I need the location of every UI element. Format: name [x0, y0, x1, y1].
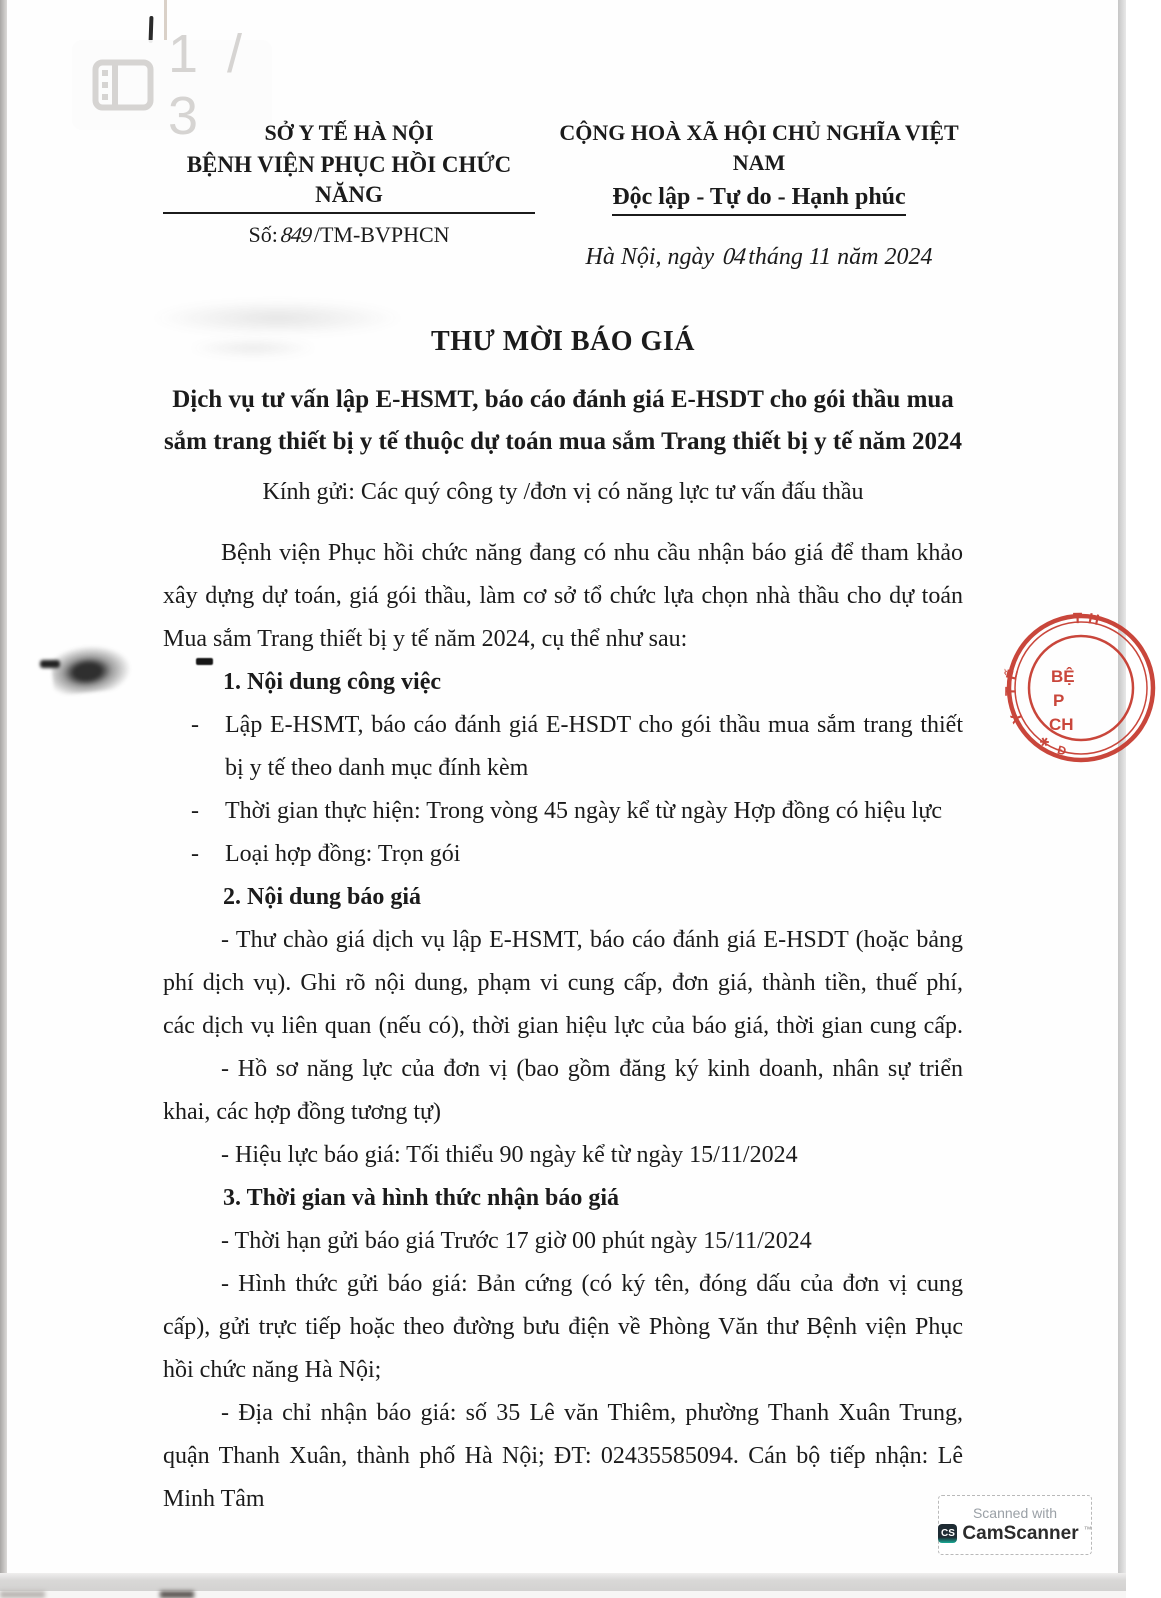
text-line: - Thời hạn gửi báo giá Trước 17 giờ 00 phút ngày 15/11/2024	[221, 1228, 812, 1254]
subject-line: sắm trang thiết bị y tế thuộc dự toán mua sắm Trang thiết bị y tế năm 2024	[163, 428, 963, 455]
text-line: cấp), gửi trực tiếp hoặc theo đường bưu điện về Phòng Văn thư Bệnh viện Phục	[163, 1314, 963, 1340]
text-line: Minh Tâm	[163, 1486, 265, 1512]
country-title: CỘNG HOÀ XÃ HỘI CHỦ NGHĨA VIỆT NAM	[559, 120, 959, 175]
stamp-center-line: CH	[1049, 715, 1074, 734]
document-header	[163, 118, 963, 272]
intro-paragraph	[163, 532, 963, 661]
stamp-center-line: BỆ	[1051, 667, 1075, 686]
text-line: hồi chức năng Hà Nội;	[163, 1357, 382, 1383]
camscanner-logo-icon: CS	[938, 1524, 957, 1543]
scan-artifact-tick	[149, 16, 154, 43]
salutation: Kính gửi: Các quý công ty /đơn vị có năng lực tư vấn đấu thầu	[262, 479, 864, 505]
section-1-heading: 1. Nội dung công việc	[223, 669, 442, 695]
paragraph	[163, 1134, 963, 1177]
text-line: khai, các hợp đồng tương tự)	[163, 1099, 442, 1125]
paragraph	[163, 1263, 963, 1392]
bullet-item	[163, 790, 963, 833]
bullet-dash: -	[191, 712, 199, 738]
bullet-item	[163, 704, 963, 790]
stamp-arc-bottom-text: ✱ Đ	[1036, 733, 1072, 760]
camscanner-brand-row	[938, 1523, 1091, 1545]
text-line: Lập E-HSMT, báo cáo đánh giá E-HSDT cho gói thầu mua sắm trang thiết	[225, 712, 963, 738]
motto: Độc lập - Tự do - Hạnh phúc	[555, 182, 963, 216]
stamp-arc-top-text: TH	[1072, 610, 1106, 631]
scanned-with-label: Scanned with	[972, 1504, 1058, 1521]
text-line: - Hồ sơ năng lực của đơn vị (bao gồm đăng ký kinh doanh, nhân sự triển	[221, 1056, 963, 1082]
document-number: Số:849/TM-BVPHCN	[163, 220, 535, 250]
page-indicator-label: 1 / 3	[168, 24, 250, 146]
text-line: - Hình thức gửi báo giá: Bản cứng (có ký tên, đóng dấu của đơn vị cung	[221, 1271, 963, 1297]
text-line: - Thư chào giá dịch vụ lập E-HSMT, báo cáo đánh giá E-HSDT (hoặc bảng	[221, 927, 963, 953]
document-subject	[141, 379, 985, 463]
stamp-center-line: P	[1053, 691, 1065, 710]
text-line: - Địa chỉ nhận báo giá: số 35 Lê văn Thiêm, phường Thanh Xuân Trung,	[221, 1400, 963, 1426]
text-line: bị y tế theo danh mục đính kèm	[225, 755, 529, 781]
page-separator	[0, 1573, 1126, 1591]
text-line: Mua sắm Trang thiết bị y tế năm 2024, cụ thể như sau:	[163, 626, 688, 652]
stamp-arc-left-text: Y TẾ	[1002, 661, 1027, 726]
paragraph	[163, 1392, 963, 1521]
page-indicator[interactable]	[72, 24, 272, 146]
official-red-stamp	[1001, 610, 1106, 768]
paragraph	[163, 1220, 963, 1263]
ink-blot	[40, 660, 60, 668]
svg-text:Y TẾ	[1002, 662, 1026, 726]
text-line: Bệnh viện Phục hồi chức năng đang có nhu cầu nhận báo giá để tham khảo	[221, 540, 963, 566]
ink-blot	[50, 642, 132, 696]
place-and-date: Hà Nội, ngày 04tháng 11 năm 2024	[585, 244, 933, 270]
text-line: quận Thanh Xuân, thành phố Hà Nội; ĐT: 02435585094. Cán bộ tiếp nhận: Lê	[163, 1443, 963, 1469]
handwritten-day: 04	[721, 244, 747, 270]
camscanner-brand: CamScanner	[962, 1522, 1079, 1544]
page-right-edge	[1118, 0, 1126, 1573]
next-page-content-blur	[160, 1591, 194, 1598]
page-left-edge	[0, 0, 7, 1573]
svg-text:TH	[1073, 610, 1106, 630]
text-line: phí dịch vụ). Ghi rõ nội dung, phạm vi cung cấp, đơn giá, thành tiền, thuế phí,	[163, 970, 963, 996]
camscanner-badge	[938, 1495, 1092, 1555]
issuing-org-block	[163, 118, 535, 272]
handwritten-number: 849	[279, 222, 313, 247]
national-motto-block	[555, 118, 963, 272]
text-line: Loại hợp đồng: Trọn gói	[225, 841, 461, 867]
section-3-heading: 3. Thời gian và hình thức nhận báo giá	[223, 1185, 620, 1211]
pages-icon	[92, 59, 154, 111]
trademark-symbol: ™	[1083, 1524, 1092, 1534]
text-line: Thời gian thực hiện: Trong vòng 45 ngày kể từ ngày Hợp đồng có hiệu lực	[225, 798, 942, 824]
paragraph	[163, 919, 963, 1048]
text-line: xây dựng dự toán, giá gói thầu, làm cơ sở tổ chức lựa chọn nhà thầu cho dự toán	[163, 583, 963, 609]
text-line: các dịch vụ liên quan (nếu có), thời gian hiệu lực của báo giá, thời gian cung cấp.	[163, 1013, 963, 1039]
stamp-seal-icon	[1001, 610, 1161, 768]
org-name: BỆNH VIỆN PHỤC HỒI CHỨC NĂNG	[163, 150, 535, 214]
next-page-edge-blur	[0, 1591, 45, 1598]
document-title: THƯ MỜI BÁO GIÁ	[431, 326, 695, 357]
bullet-item	[163, 833, 963, 876]
subject-line: Dịch vụ tư vấn lập E-HSMT, báo cáo đánh giá E-HSDT cho gói thầu mua	[172, 386, 954, 413]
section-2-heading: 2. Nội dung báo giá	[223, 884, 422, 910]
paragraph	[163, 1048, 963, 1134]
scan-artifact-streak	[164, 0, 167, 40]
bullet-dash: -	[191, 798, 199, 824]
org-parent: SỞ Y TẾ HÀ NỘI	[264, 120, 434, 145]
document-body	[163, 118, 963, 1521]
bullet-dash: -	[191, 841, 199, 867]
text-line: - Hiệu lực báo giá: Tối thiểu 90 ngày kể từ ngày 15/11/2024	[221, 1142, 798, 1168]
